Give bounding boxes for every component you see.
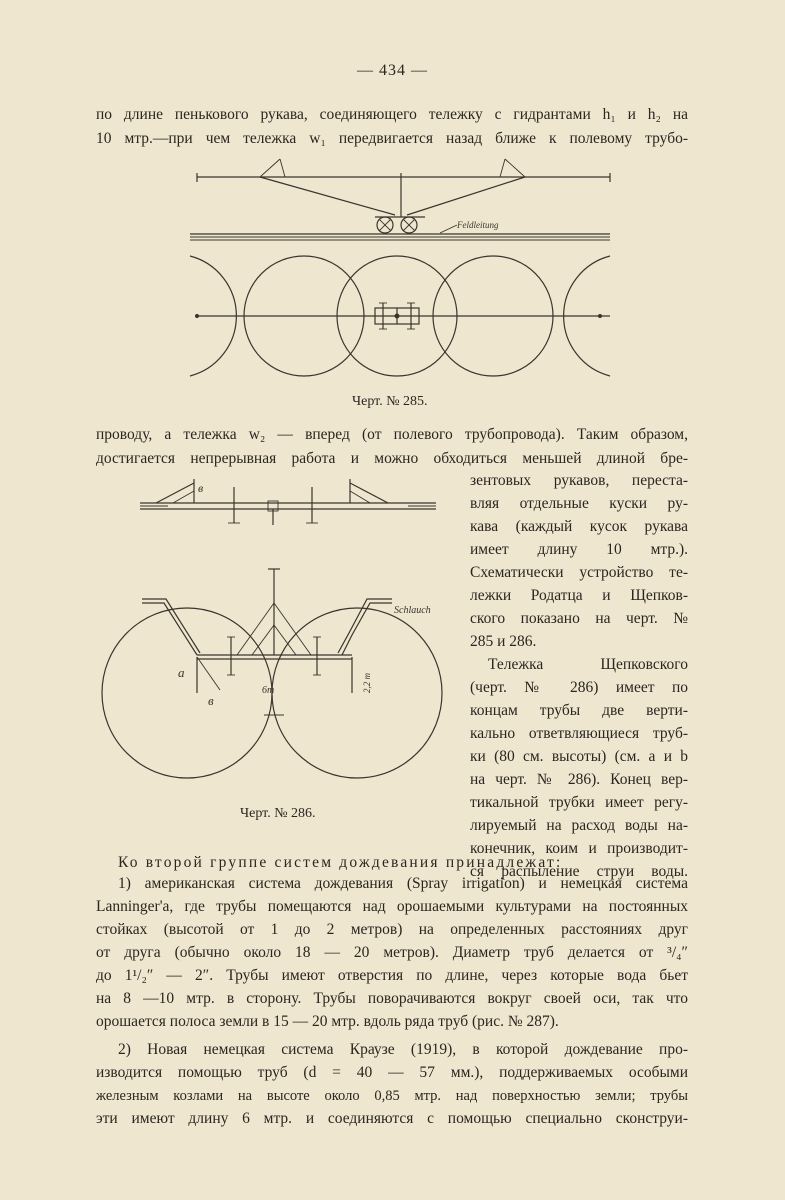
text-line: проводу, а тележка w₂ — вперед (от полевого трубопровода). Таким образом, (96, 426, 688, 443)
figure-286-side-view (138, 475, 438, 535)
figure-286-plan-view (102, 565, 457, 810)
text-line: Схематически устройство те- (470, 564, 688, 581)
text-line: от друга (обычно около 18 — 20 метров). Диаметр труб делается от ³/₄″ (96, 944, 688, 961)
figure-286-label-6m: 6m (262, 685, 275, 696)
text-line: орошается полоса земли в 15 — 20 мтр. вдоль ряда труб (рис. № 287). (96, 1013, 559, 1030)
feldleitung-label: Feldleitung (457, 220, 499, 230)
text-line: конечник, коим и производит- (470, 840, 688, 857)
text-line: вляя отдельные куски ру- (470, 495, 688, 512)
text-line: Lanninger'a, где трубы помещаются над орошаемыми культурами на постоянных (96, 898, 688, 915)
text-line: имеет длину 10 мтр.). (470, 541, 688, 558)
page-number: — 434 — (357, 62, 428, 79)
text-line: ки (80 см. высоты) (см. a и b (470, 748, 688, 765)
figure-285-caption: Черт. № 285. (352, 394, 428, 409)
text-line: лируемый на расход воды на- (470, 817, 688, 834)
figure-286-label-b: в (208, 693, 214, 708)
text-line: 285 и 286. (470, 633, 537, 650)
text-line: изводится помощью труб (d = 40 — 57 мм.), поддерживаемых особыми (96, 1064, 688, 1081)
figure-285-plan-view (185, 248, 615, 388)
section-heading: Ко второй группе систем дождевания принадлежат: (118, 854, 563, 871)
text-line: 10 мтр.—при чем тележка w₁ передвигается назад ближе к полевому трубо- (96, 130, 688, 147)
figure-286-label-a: a (178, 665, 185, 680)
text-line: эти имеют длину 6 мтр. и соединяются с помощью специально сконструи- (96, 1110, 688, 1127)
text-line: Тележка Щепковского (488, 656, 688, 673)
text-line: кава (каждый кусок рукава (470, 518, 688, 535)
text-line: стойках (высотой от 1 до 2 метров) на определенных расстояниях друг (96, 921, 688, 938)
text-line: тикальной трубки имеет регу- (470, 794, 688, 811)
text-line: на 8 —10 мтр. в сторону. Трубы поворачиваются вокруг своей оси, так что (96, 990, 688, 1007)
text-line: ского показано на черт. № (470, 610, 688, 627)
text-line: 1) американская система дождевания (Spray irrigation) и немецкая система (118, 875, 688, 892)
figure-286-label-top: в (198, 481, 204, 495)
text-line: зентовых рукавов, переста- (470, 472, 688, 489)
text-line: до 1¹/₂″ — 2″. Трубы имеют отверстия по длине, через которые вода бьет (96, 967, 688, 984)
text-line: лежки Родатца и Щепков- (470, 587, 688, 604)
text-line: по длине пенькового рукава, соединяющего тележку с гидрантами h₁ и h₂ на (96, 106, 688, 123)
text-line: на черт. № 286). Конец вер- (470, 771, 688, 788)
text-line: 2) Новая немецкая система Краузе (1919), в которой дождевание про- (118, 1041, 688, 1058)
figure-286-label-22m: 2,2 m (362, 673, 372, 693)
text-line: достигается непрерывная работа и можно обходиться меньшей длиной бре- (96, 450, 688, 467)
text-line: железным козлами на высоте около 0,85 мтр. над поверхностью земли; трубы (96, 1088, 688, 1104)
figure-286-schlauch-label: Schlauch (394, 605, 431, 616)
text-line: ся распыление струи воды. (470, 863, 688, 880)
text-line: кально ответвляющиеся труб- (470, 725, 688, 742)
text-line: (черт. № 286) имеет по (470, 679, 688, 696)
figure-285-side-view (185, 155, 615, 245)
text-line: концам трубы две верти- (470, 702, 688, 719)
figure-286-caption: Черт. № 286. (240, 806, 316, 821)
